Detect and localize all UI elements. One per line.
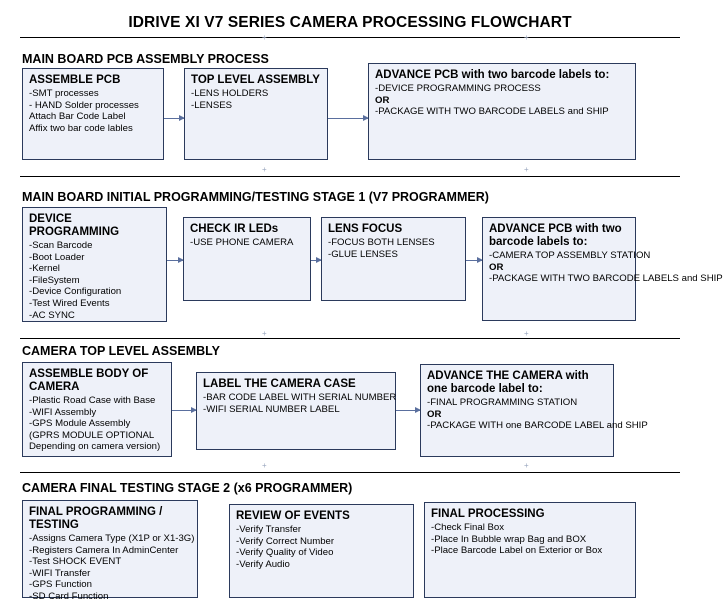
guide-tick: +	[524, 33, 529, 42]
guide-tick: +	[524, 165, 529, 174]
box-line: -SD Card Function	[29, 590, 109, 602]
title-divider	[20, 37, 680, 38]
guide-tick: +	[524, 329, 529, 338]
box-heading: ASSEMBLE PCB	[29, 74, 121, 86]
process-box-final-programming[interactable]	[22, 500, 198, 602]
box-line: -Place Barcode Label on Exterior or Box	[431, 545, 603, 557]
box-line: Attach Bar Code Label	[29, 111, 126, 123]
box-line: -Boot Loader	[29, 251, 85, 263]
box-line: -CAMERA TOP ASSEMBLY STATION	[489, 250, 651, 261]
box-line: -LENS HOLDERS	[191, 88, 269, 99]
box-line: -Verify Correct Number	[236, 535, 335, 547]
box-line: -USE PHONE CAMERA	[190, 237, 294, 248]
box-line: -Registers Camera In AdminCenter	[29, 544, 179, 556]
process-box-label-camera-case[interactable]	[196, 372, 396, 450]
box-line: -Assigns Camera Type (X1P or X1-3G)	[29, 533, 195, 544]
box-line: -LENSES	[191, 99, 233, 111]
flow-arrow-2c	[466, 260, 482, 261]
box-line: -GPS Module Assembly	[29, 418, 131, 430]
process-box-assemble-body[interactable]	[22, 362, 172, 457]
box-line: -Plastic Road Case with Base	[29, 395, 156, 406]
box-line: -PACKAGE WITH TWO BARCODE LABELS and SHIP	[375, 106, 609, 118]
process-box-device-programming[interactable]	[22, 207, 167, 322]
box-line: -Scan Barcode	[29, 240, 93, 251]
process-box-assemble-pcb[interactable]	[22, 68, 164, 160]
guide-tick: +	[262, 165, 267, 174]
section-divider-2	[20, 338, 680, 339]
guide-tick: +	[262, 33, 267, 42]
box-heading: TOP LEVEL ASSEMBLY	[191, 74, 320, 86]
box-line: (GPRS MODULE OPTIONAL	[29, 429, 155, 441]
box-line: -WIFI Transfer	[29, 567, 91, 579]
process-box-advance-camera[interactable]	[420, 364, 648, 457]
flow-arrow-3a	[172, 410, 196, 411]
box-heading: LABEL THE CAMERA CASE	[203, 378, 356, 390]
box-line: OR	[375, 94, 390, 106]
box-line: -WIFI SERIAL NUMBER LABEL	[203, 403, 340, 415]
flow-arrow-2a	[167, 260, 183, 261]
box-line: Depending on camera version)	[29, 441, 161, 453]
box-line: OR	[489, 261, 504, 273]
box-line: -Device Configuration	[29, 286, 122, 298]
process-box-advance-pcb-2[interactable]	[482, 217, 723, 321]
box-line: -GLUE LENSES	[328, 248, 398, 260]
process-box-check-ir-leds[interactable]	[183, 217, 311, 301]
section-divider-3	[20, 472, 680, 473]
box-line: -Kernel	[29, 263, 60, 275]
box-heading: CHECK IR LEDs	[190, 223, 279, 235]
box-line: OR	[427, 408, 442, 420]
box-heading: FINAL PROGRAMMING / TESTING	[29, 506, 163, 531]
box-line: -FOCUS BOTH LENSES	[328, 237, 435, 248]
flow-arrow-1b	[328, 118, 368, 119]
flow-arrow-1a	[164, 118, 184, 119]
box-heading: REVIEW OF EVENTS	[236, 510, 350, 522]
box-line: -DEVICE PROGRAMMING PROCESS	[375, 83, 541, 94]
box-line: -Test SHOCK EVENT	[29, 556, 122, 568]
box-line: -Test Wired Events	[29, 297, 110, 309]
box-line: -Verify Quality of Video	[236, 547, 334, 559]
box-line: -Verify Transfer	[236, 524, 302, 535]
flow-arrow-2b	[311, 260, 321, 261]
box-line: -FileSystem	[29, 274, 80, 286]
guide-tick: +	[262, 329, 267, 338]
guide-tick: +	[524, 461, 529, 470]
box-line: -PACKAGE WITH TWO BARCODE LABELS and SHIP	[489, 273, 723, 285]
process-box-final-processing[interactable]	[424, 502, 636, 598]
box-line: Affix two bar code lables	[29, 122, 133, 134]
process-box-lens-focus[interactable]	[321, 217, 466, 301]
guide-tick: +	[262, 461, 267, 470]
box-line: -Check Final Box	[431, 522, 505, 533]
box-line: -Place In Bubble wrap Bag and BOX	[431, 533, 587, 545]
box-line: -FINAL PROGRAMMING STATION	[427, 397, 578, 408]
box-line: -GPS Function	[29, 579, 92, 591]
process-box-advance-pcb-1[interactable]	[368, 63, 636, 160]
box-line: -PACKAGE WITH one BARCODE LABEL and SHIP	[427, 420, 648, 432]
box-heading: FINAL PROCESSING	[431, 508, 545, 520]
process-box-review-of-events[interactable]	[229, 504, 414, 598]
box-heading: ADVANCE PCB with two barcode labels to:	[375, 69, 610, 81]
box-line: -AC SYNC	[29, 309, 75, 321]
section-heading-1: MAIN BOARD PCB ASSEMBLY PROCESS	[22, 52, 269, 66]
flow-arrow-3b	[396, 410, 420, 411]
box-line: -SMT processes	[29, 88, 99, 99]
box-heading: DEVICE PROGRAMMING	[29, 213, 120, 238]
process-box-top-level-assembly[interactable]	[184, 68, 328, 160]
box-heading: ADVANCE PCB with two barcode labels to:	[489, 223, 622, 248]
box-line: -BAR CODE LABEL WITH SERIAL NUMBER	[203, 392, 397, 403]
section-divider-1	[20, 176, 680, 177]
section-heading-2: MAIN BOARD INITIAL PROGRAMMING/TESTING STAGE 1 (V7 PROGRAMMER)	[22, 190, 489, 204]
page-title: IDRIVE XI V7 SERIES CAMERA PROCESSING FLOWCHART	[128, 14, 572, 31]
box-heading: ADVANCE THE CAMERA with one barcode label to:	[427, 370, 589, 395]
section-heading-4: CAMERA FINAL TESTING STAGE 2 (x6 PROGRAMMER)	[22, 481, 353, 495]
box-line: -WIFI Assembly	[29, 406, 97, 418]
box-line: -Verify Audio	[236, 558, 290, 570]
box-heading: ASSEMBLE BODY OF CAMERA	[29, 368, 149, 393]
box-line: - HAND Solder processes	[29, 99, 139, 111]
box-heading: LENS FOCUS	[328, 223, 403, 235]
section-heading-3: CAMERA TOP LEVEL ASSEMBLY	[22, 344, 220, 358]
